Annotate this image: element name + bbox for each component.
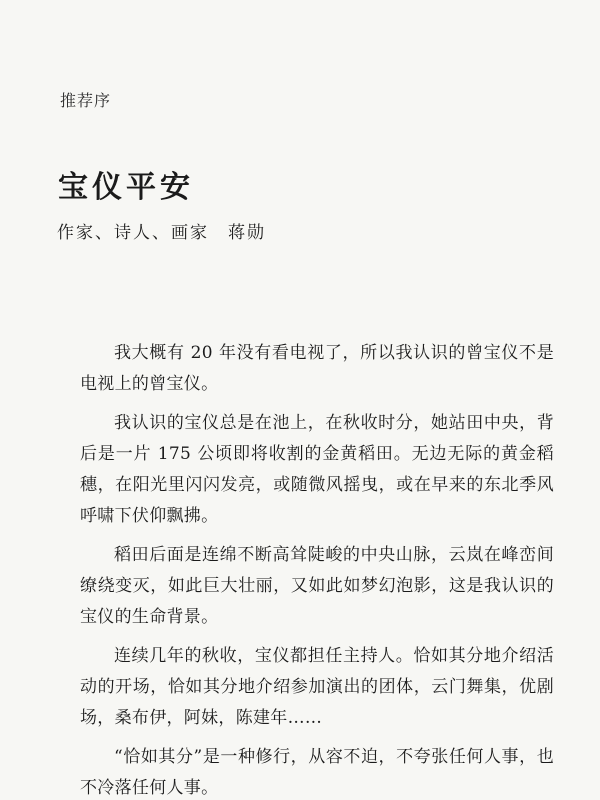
body-text: [80, 338, 554, 800]
author-byline: 作家、诗人、画家 蒋勋: [57, 223, 266, 243]
paragraph: 我大概有 20 年没有看电视了，所以我认识的曾宝仪不是电视上的曾宝仪。: [80, 343, 554, 394]
chapter-title: 宝仪平安: [58, 170, 194, 205]
paragraph: 连续几年的秋收，宝仪都担任主持人。恰如其分地介绍活动的开场，恰如其分地介绍参加演出的团体，云门舞集，优剧场，桑布伊，阿妹，陈建年……: [80, 646, 554, 728]
paragraph: “恰如其分”是一种修行，从容不迫，不夸张任何人事，也不冷落任何人事。: [80, 747, 554, 798]
bleed-through-text: [300, 38, 560, 110]
section-label: 推荐序: [60, 91, 112, 110]
paragraph: 稻田后面是连绵不断高耸陡峻的中央山脉，云岚在峰峦间缭绕变灭，如此巨大壮丽，又如此如梦幻泡影，这是我认识的宝仪的生命背景。: [80, 545, 554, 627]
paragraph: 我认识的宝仪总是在池上，在秋收时分，她站田中央，背后是一片 175 公顷即将收割的金黄稻田。无边无际的黄金稻穗，在阳光里闪闪发亮，或随微风摇曳，或在早来的东北季风呼啸下伏仰飘拂。: [80, 413, 554, 526]
